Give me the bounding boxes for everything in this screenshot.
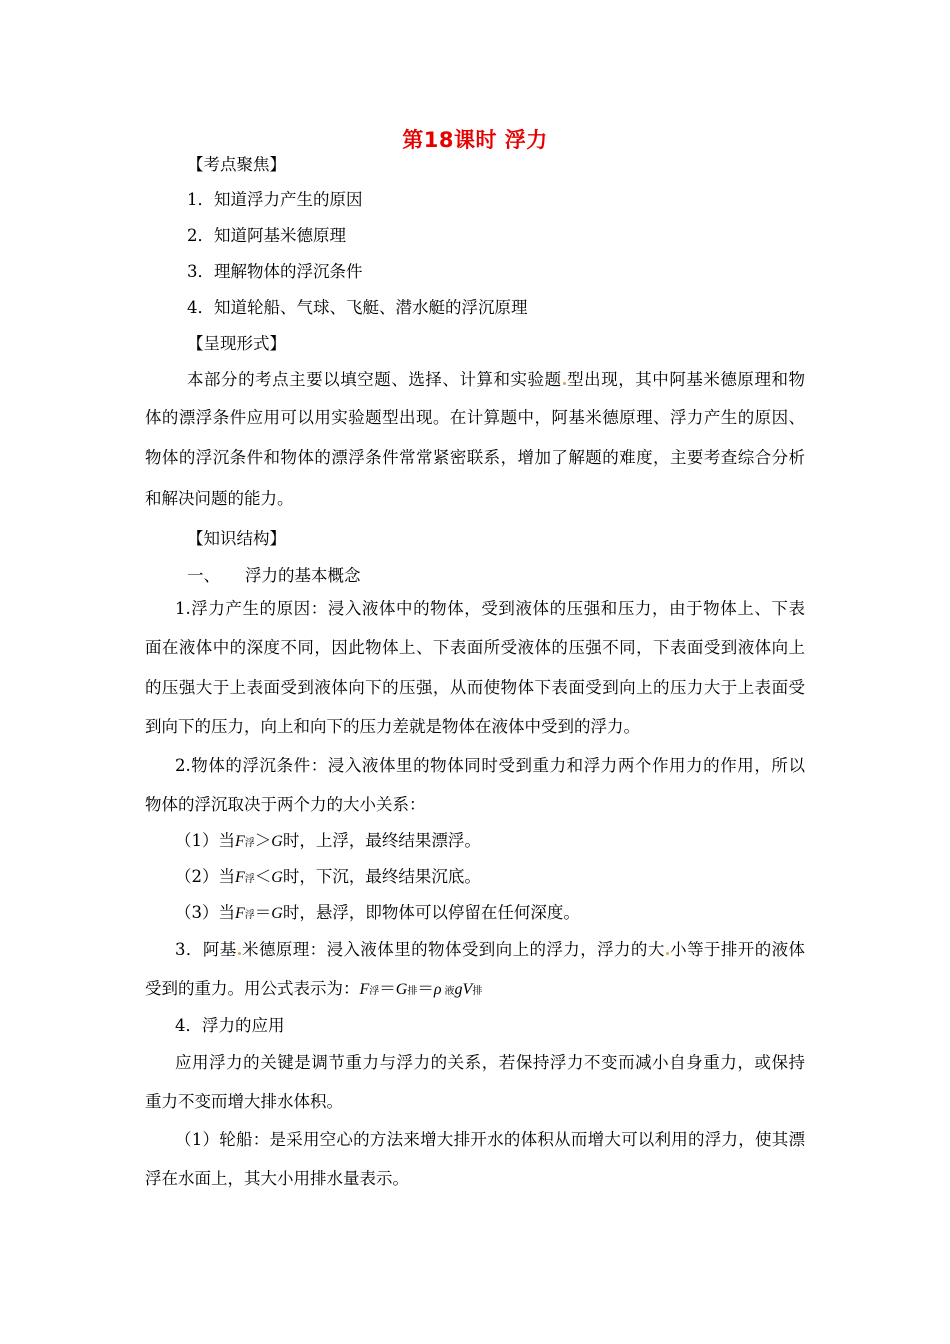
form-paragraph-line: 体的漂浮条件应用可以用实验题型出现。在计算题中，阿基米德原理、浮力产生的原因、 [145, 408, 805, 427]
condition-sink: （2）当F浮＜G时，下沉，最终结果沉底。 [175, 867, 481, 886]
structure-header: 【知识结构】 [187, 529, 286, 548]
condition-suspend: （3）当F浮＝G时，悬浮，即物体可以停留在任何深度。 [175, 903, 580, 922]
paragraph-line: 重力不变而增大排水体积。 [145, 1092, 343, 1111]
anchor-mark-icon [666, 952, 669, 955]
focus-item: 1．知道浮力产生的原因 [187, 190, 363, 209]
paragraph-line: 物体的浮沉取决于两个力的大小关系： [145, 795, 426, 814]
form-paragraph-line: 和解决问题的能力。 [145, 489, 294, 508]
concept-number: 一、 [187, 566, 220, 585]
focus-item: 4．知道轮船、气球、飞艇、潜水艇的浮沉原理 [187, 298, 528, 317]
condition-float: （1）当F浮＞G时，上浮，最终结果漂浮。 [175, 831, 481, 850]
paragraph-line: 浮在水面上，其大小用排水量表示。 [145, 1169, 409, 1188]
focus-item: 3．理解物体的浮沉条件 [187, 262, 363, 281]
paragraph-line: 2.物体的浮沉条件：浸入液体里的物体同时受到重力和浮力两个作用力的作用，所以 [175, 756, 805, 775]
paragraph-line: 1.浮力产生的原因：浸入液体中的物体，受到液体的压强和压力，由于物体上、下表 [175, 599, 805, 618]
anchor-mark-icon [563, 382, 566, 385]
paragraph-line: 面在液体中的深度不同，因此物体上、下表面所受液体的压强不同，下表面受到液体向上 [145, 638, 805, 657]
anchor-mark-icon [238, 952, 241, 955]
application-header: 4．浮力的应用 [175, 1016, 285, 1035]
focus-item: 2．知道阿基米德原理 [187, 226, 346, 245]
paragraph-line: 应用浮力的关键是调节重力与浮力的关系，若保持浮力不变而减小自身重力，或保持 [175, 1053, 805, 1072]
paragraph-line: （1）轮船：是采用空心的方法来增大排开水的体积从而增大可以利用的浮力，使其漂 [175, 1130, 805, 1149]
page-title: 第18课时 浮力 [402, 128, 548, 152]
form-paragraph-line: 本部分的考点主要以填空题、选择、计算和实验题 型出现，其中阿基米德原理和物 [187, 370, 806, 389]
paragraph-line: 的压强大于上表面受到液体向下的压强，从而使物体下表面受到向上的压力大于上表面受 [145, 678, 805, 697]
focus-header: 【考点聚焦】 [187, 155, 286, 174]
concept-title: 浮力的基本概念 [245, 566, 361, 585]
archimedes-line: 3．阿基 米德原理：浸入液体里的物体受到向上的浮力，浮力的大 小等于排开的液体 [175, 940, 806, 959]
form-header: 【呈现形式】 [187, 334, 286, 353]
archimedes-formula-line: 受到的重力。用公式表示为：F浮＝G排＝ρ 液gV排 [145, 979, 483, 998]
form-paragraph-line: 物体的浮沉条件和物体的漂浮条件常常紧密联系，增加了解题的难度，主要考查综合分析 [145, 448, 805, 467]
paragraph-line: 到向下的压力，向上和向下的压力差就是物体在液体中受到的浮力。 [145, 717, 640, 736]
